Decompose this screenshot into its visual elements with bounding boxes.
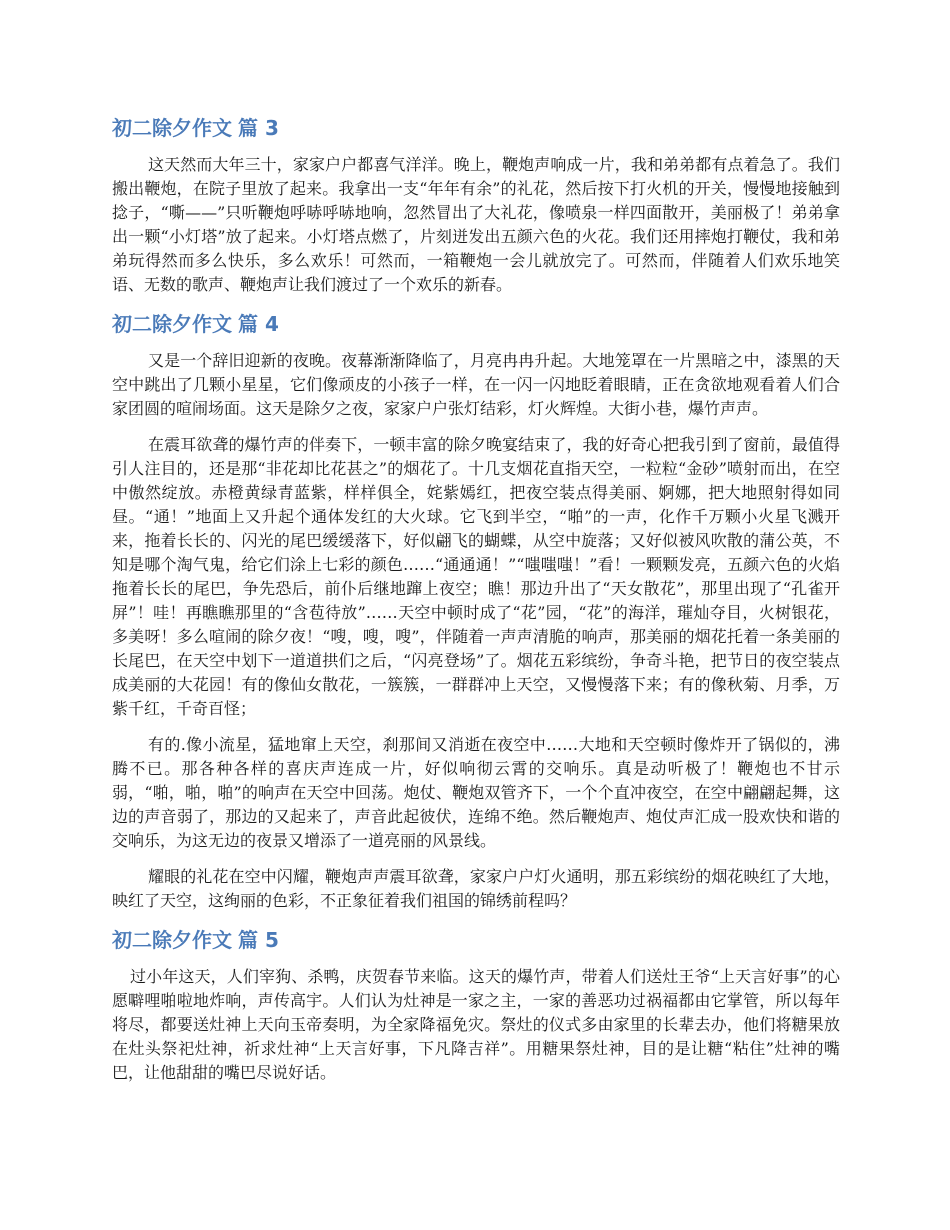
section-heading [112,113,840,143]
essay-section-3 [112,113,840,297]
paragraph: 过小年这天，人们宰狗、杀鸭，庆贺春节来临。这天的爆竹声，带着人们送灶王爷“上天言好事”的心愿噼哩啪啦地炸响，声传高宇。人们认为灶神是一家之主，一家的善恶功过祸福都由它掌管，所以每年将尽，都要送灶神上天向玉帝奏明，为全家降福免灾。祭灶的仪式多由家里的长辈去办，他们将糖果放在灶头祭祀灶神，祈求灶神“上天言好事，下凡降吉祥”。用糖果祭灶神，目的是让糖“粘住”灶神的嘴巴，让他甜甜的嘴巴尽说好话。 [112,967,840,1082]
paragraph: 耀眼的礼花在空中闪耀，鞭炮声声震耳欲聋，家家户户灯火通明，那五彩缤纷的烟花映红了大地，映红了天空，这绚丽的色彩，不正象征着我们祖国的锦绣前程吗？ [112,867,840,910]
essay-section-4 [112,309,840,913]
heading-title: 初二除夕作文 [112,312,232,336]
paragraph: 又是一个辞旧迎新的夜晚。夜幕渐渐降临了，月亮冉冉升起。大地笼罩在一片黑暗之中，漆黑的天空中跳出了几颗小星星，它们像顽皮的小孩子一样，在一闪一闪地眨着眼睛，正在贪欲地观看着人们合家团圆的喧闹场面。这天是除夕之夜，家家户户张灯结彩，灯火辉煌。大街小巷，爆竹声声。 [112,351,840,418]
heading-number: 篇 3 [238,116,279,140]
paragraph: 这天然而大年三十，家家户户都喜气洋洋。晚上，鞭炮声响成一片，我和弟弟都有点着急了。我们搬出鞭炮，在院子里放了起来。我拿出一支“年年有余”的礼花，然后按下打火机的开关，慢慢地接触到捻子，“嘶——”只听鞭炮呼哧呼哧地响，忽然冒出了大礼花，像喷泉一样四面散开，美丽极了！弟弟拿出一颗“小灯塔”放了起来。小灯塔点燃了，片刻迸发出五颜六色的火花。我们还用摔炮打鞭仗，我和弟弟玩得然而多么快乐，多么欢乐！可然而，一箱鞭炮一会儿就放完了。可然而，伴随着人们欢乐地笑语、无数的歌声、鞭炮声让我们渡过了一个欢乐的新春。 [112,155,840,294]
heading-title: 初二除夕作文 [112,928,232,952]
section-heading [112,925,840,955]
paragraph: 在震耳欲聋的爆竹声的伴奏下，一顿丰富的除夕晚宴结束了，我的好奇心把我引到了窗前，最值得引人注目的，还是那“非花却比花甚之”的烟花了。十几支烟花直指天空，一粒粒“金砂”喷射而出，在空中傲然绽放。赤橙黄绿青蓝紫，样样俱全，姹紫嫣红，把夜空装点得美丽、婀娜，把大地照射得如同昼。“通！”地面上又升起个通体发红的大火球。它飞到半空，“啪”的一声，化作千万颗小火星飞溅开来，拖着长长的、闪光的尾巴缓缓落下，好似翩飞的蝴蝶，从空中旋落；又好似被风吹散的蒲公英，不知是哪个淘气鬼，给它们涂上七彩的颜色……“通通通！”“嗤嗤嗤！”看！一颗颗发亮，五颜六色的火焰拖着长长的尾巴，争先恐后，前仆后继地蹿上夜空；瞧！那边升出了“天女散花”，那里出现了“孔雀开屏”！哇！再瞧瞧那里的“含苞待放”……天空中顿时成了“花”园，“花”的海洋，璀灿夺目，火树银花，多美呀！多么喧闹的除夕夜！“嗖，嗖，嗖”，伴随着一声声清脆的响声，那美丽的烟花托着一条美丽的长尾巴，在天空中划下一道道拱们之后，“闪亮登场”了。烟花五彩缤纷，争奇斗艳，把节日的夜空装点成美丽的大花园！有的像仙女散花，一簇簇，一群群冲上天空，又慢慢落下来；有的像秋菊、月季，万紫千红，千奇百怪； [112,435,840,718]
section-heading [112,309,840,339]
heading-title: 初二除夕作文 [112,116,232,140]
heading-number: 篇 4 [238,312,279,336]
paragraph: 有的.像小流星，猛地窜上天空，刹那间又消逝在夜空中……大地和天空顿时像炸开了锅似的，沸腾不已。那各种各样的喜庆声连成一片，好似响彻云霄的交响乐。真是动听极了！鞭炮也不甘示弱，“啪，啪，啪”的响声在天空中回荡。炮仗、鞭炮双管齐下，一个个直冲夜空，在空中翩翩起舞，这边的声音弱了，那边的又起来了，声音此起彼伏，连绵不绝。然后鞭炮声、炮仗声汇成一股欢快和谐的交响乐，为这无边的夜景又增添了一道亮丽的风景线。 [112,735,840,850]
essay-section-5 [112,925,840,1085]
document-page [112,105,840,1097]
heading-number: 篇 5 [238,928,279,952]
